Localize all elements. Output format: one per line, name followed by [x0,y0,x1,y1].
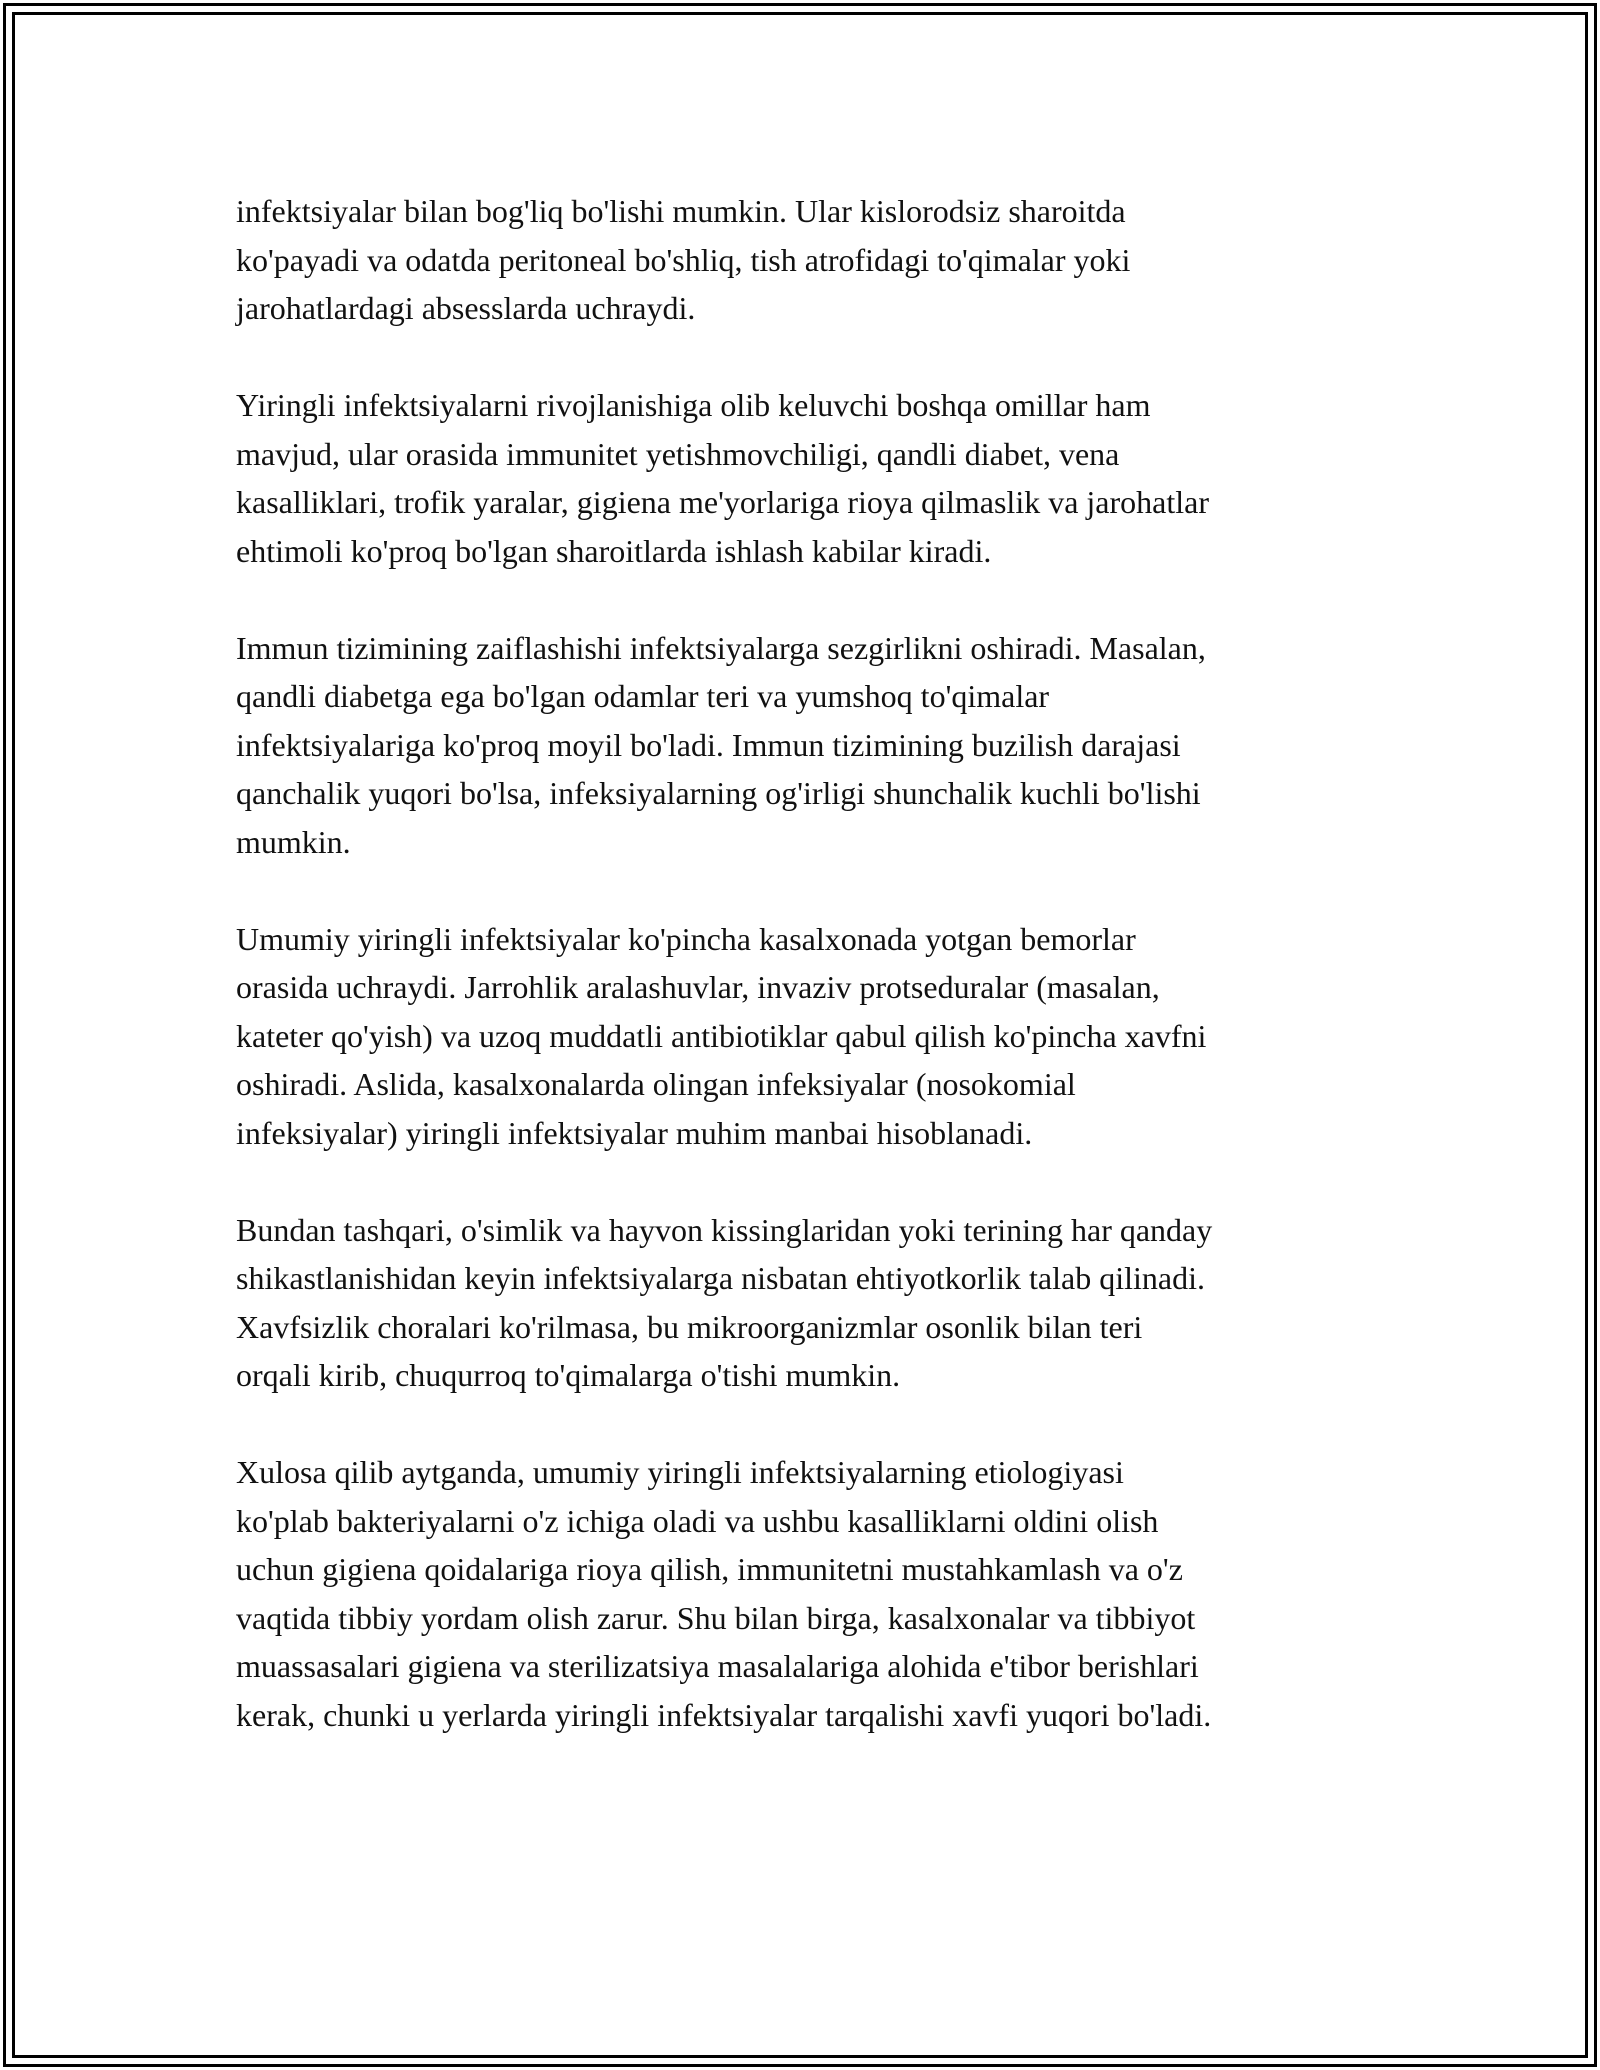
paragraph-4: Umumiy yiringli infektsiyalar ko'pincha kasalxonada yotgan bemorlar orasida uchraydi. Jarrohlik aralashuvlar, invaziv protseduralar (masalan, kateter qo'yish) va uzoq muddatli antibiotiklar qabul qilish ko'pincha xavfni oshiradi. Aslida, kasalxonalarda olingan infeksiyalar (nosokomial infeksiyalar) yiringli infektsiyalar muhim manbai hisoblanadi. [236,920,1207,1151]
paragraph-3: Immun tizimining zaiflashishi infektsiyalarga sezgirlikni oshiradi. Masalan, qandli diabetga ega bo'lgan odamlar teri va yumshoq to'qimalar infektsiyalariga ko'proq moyil bo'ladi. Immun tizimining buzilish darajasi qanchalik yuqori bo'lsa, infeksiyalarning og'irligi shunchalik kuchli bo'lishi mumkin. [236,629,1206,860]
paragraph-1: infektsiyalar bilan bog'liq bo'lishi mumkin. Ular kislorodsiz sharoitda ko'payadi va odatda peritoneal bo'shliq, tish atrofidagi to'qimalar yoki jarohatlardagi absesslarda uchraydi. [236,193,1131,326]
paragraph-5: Bundan tashqari, o'simlik va hayvon kissinglaridan yoki terining har qanday shikastlanishidan keyin infektsiyalarga nisbatan ehtiyotkorlik talab qilinadi. Xavfsizlik choralari ko'rilmasa, bu mikroorganizmlar osonlik bilan teri orqali kirib, chuqurroq to'qimalarga o'tishi mumkin. [236,1211,1213,1393]
paragraph-6: Xulosa qilib aytganda, umumiy yiringli infektsiyalarning etiologiyasi ko'plab bakteriyalarni o'z ichiga oladi va ushbu kasalliklarni oldini olish uchun gigiena qoidalariga rioya qilish, immunitetni mustahkamlash va o'z vaqtida tibbiy yordam olish zarur. Shu bilan birga, kasalxonalar va tibbiyot muassasalari gigiena va sterilizatsiya masalalariga alohida e'tibor berishlari kerak, chunki u yerlarda yiringli infektsiyalar tarqalishi xavfi yuqori bo'ladi. [236,1454,1212,1733]
paragraph-2: Yiringli infektsiyalarni rivojlanishiga olib keluvchi boshqa omillar ham mavjud, ular orasida immunitet yetishmovchiligi, qandli diabet, vena kasalliklari, trofik yaralar, gigiena me'yorlariga rioya qilmaslik va jarohatlar ehtimoli ko'proq bo'lgan sharoitlarda ishlash kabilar kiradi. [236,387,1209,569]
document-body [236,187,1366,1739]
